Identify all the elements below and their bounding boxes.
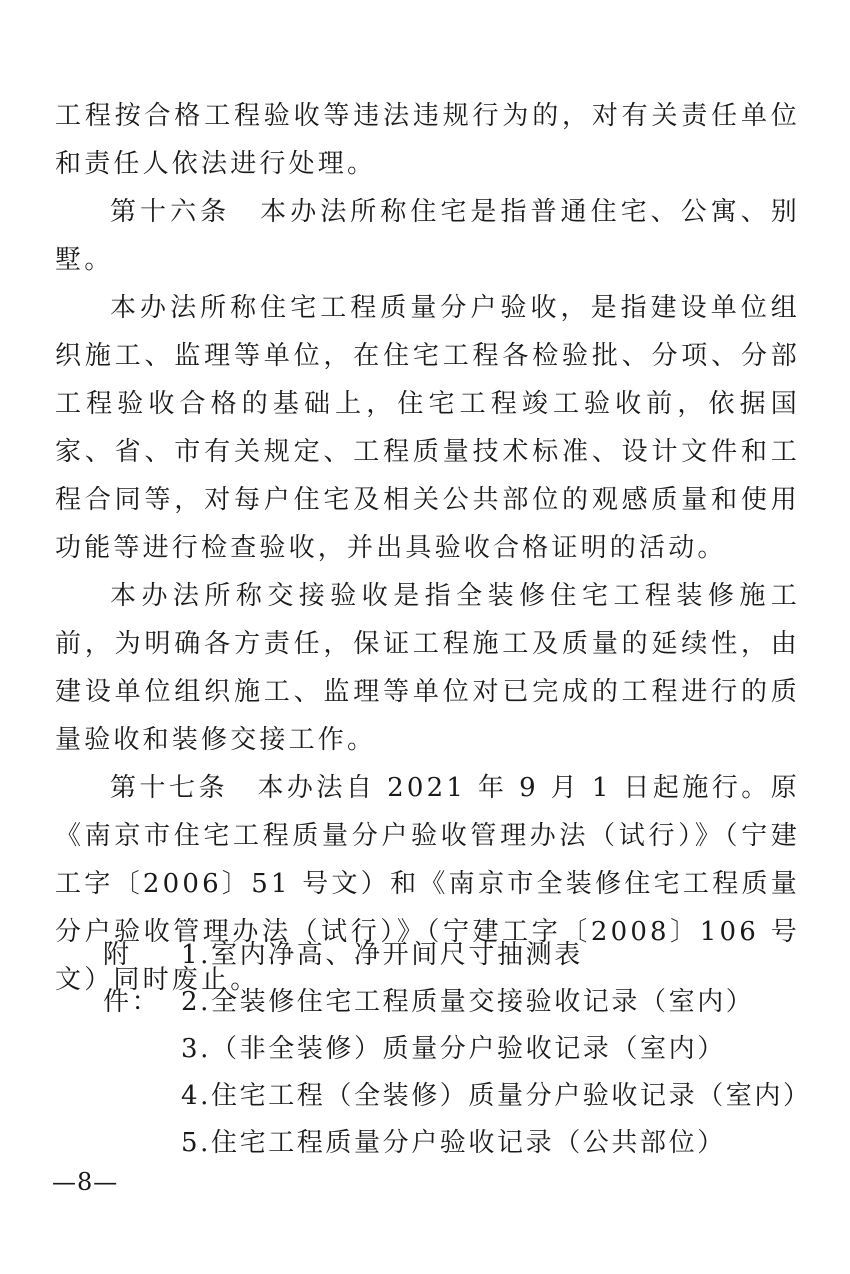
- page-number: —8—: [52, 1168, 119, 1196]
- attachment-row: [103, 979, 803, 1026]
- attachment-row: [103, 1026, 803, 1073]
- article-17: 第十七条 本办法自 2021 年 9 月 1 日起施行。原《南京市住宅工程质量分户验收管理办法（试行）》（宁建工字〔2006〕51 号文）和《南京市全装修住宅工程质量分户验收管理办法（试行）》（宁建工字〔2008〕106 号文）同时废止。: [55, 773, 800, 995]
- attachment-row: [103, 1120, 803, 1167]
- attachment-item-3: 3.（非全装修）质量分户验收记录（室内）: [181, 1034, 726, 1064]
- attachment-item-5: 5.住宅工程质量分户验收记录（公共部位）: [181, 1128, 726, 1158]
- article-16: 第十六条 本办法所称住宅是指普通住宅、公寓、别墅。: [55, 197, 800, 275]
- attachment-item-1: 1.室内净高、净开间尺寸抽测表: [181, 940, 583, 970]
- paragraph-handover-acceptance-definition: 本办法所称交接验收是指全装修住宅工程装修施工前，为明确各方责任，保证工程施工及质量的延续性，由建设单位组织施工、监理等单位对已完成的工程进行的质量验收和装修交接工作。: [55, 581, 800, 755]
- document-body: [55, 92, 800, 1004]
- attachment-row: [103, 1073, 812, 1120]
- paragraph-household-acceptance-definition: 本办法所称住宅工程质量分户验收，是指建设单位组织施工、监理等单位，在住宅工程各检验批、分项、分部工程验收合格的基础上，住宅工程竣工验收前，依据国家、省、市有关规定、工程质量技术标准、设计文件和工程合同等，对每户住宅及相关公共部位的观感质量和使用功能等进行检查验收，并出具验收合格证明的活动。: [55, 293, 800, 563]
- attachments-label: 附件：: [103, 940, 161, 1017]
- attachment-item-4: 4.住宅工程（全装修）质量分户验收记录（室内）: [181, 1081, 812, 1111]
- paragraph-continuation: 工程按合格工程验收等违法违规行为的，对有关责任单位和责任人依法进行处理。: [55, 101, 800, 179]
- attachment-item-2: 2.全装修住宅工程质量交接验收记录（室内）: [181, 987, 755, 1017]
- attachments-list: [103, 932, 812, 1167]
